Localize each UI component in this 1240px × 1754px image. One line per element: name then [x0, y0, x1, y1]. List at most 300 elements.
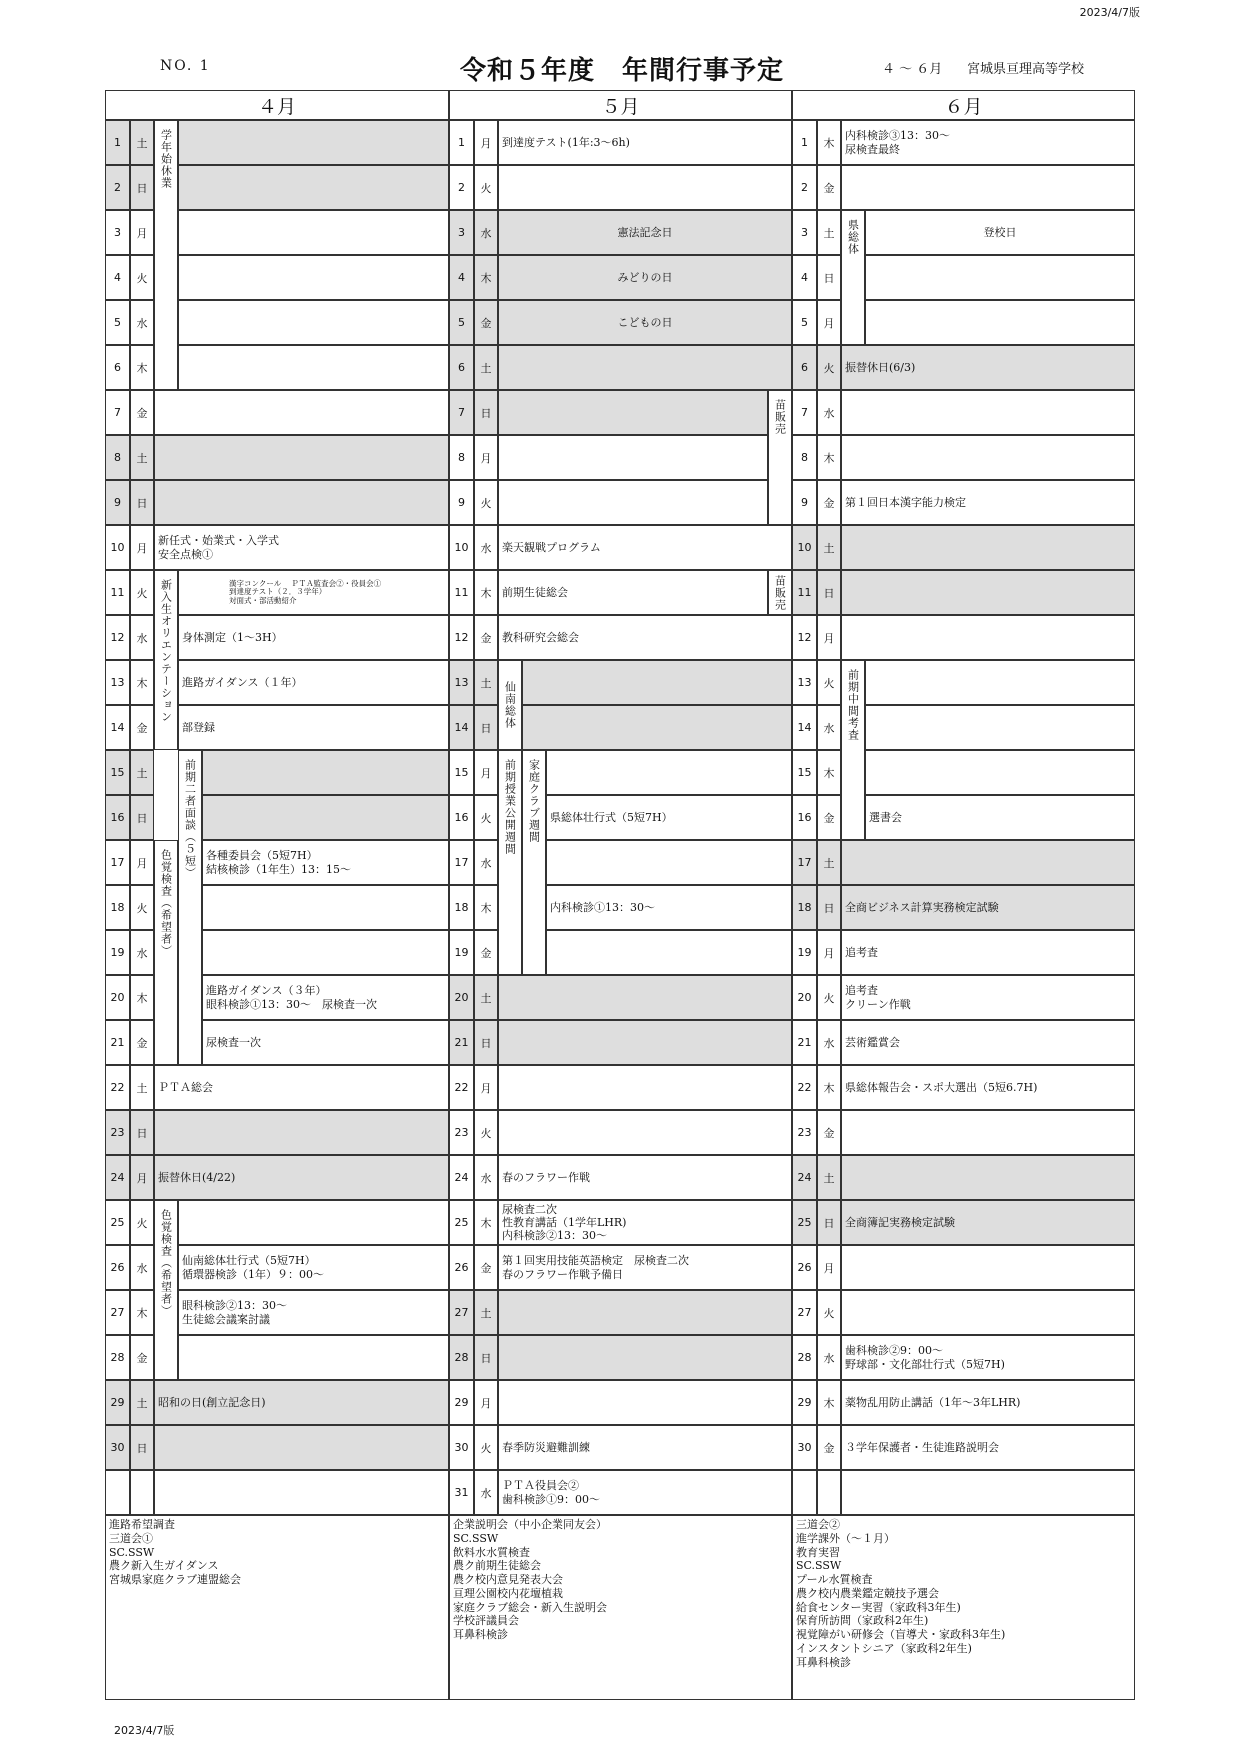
event-line: 春のフラワー作戦	[502, 1170, 590, 1184]
day-number	[105, 840, 130, 885]
event-cell	[841, 570, 1135, 615]
event-cell	[178, 660, 449, 705]
day-of-week	[474, 1470, 498, 1515]
day-number-text: 28	[797, 1351, 812, 1364]
event-cell	[841, 1290, 1135, 1335]
event-cell	[841, 1110, 1135, 1155]
day-number	[449, 1470, 474, 1515]
day-of-week	[130, 165, 154, 210]
day-of-week-text: 水	[136, 631, 148, 645]
day-of-week-text: 水	[136, 316, 148, 330]
day-of-week-text: 日	[136, 181, 148, 195]
event-cell	[865, 300, 1135, 345]
day-number-text: 3	[458, 226, 465, 239]
day-number-text: 2	[801, 181, 808, 194]
event-cell	[498, 1065, 792, 1110]
day-number-text: 11	[454, 586, 469, 599]
day-number-text: 7	[801, 406, 808, 419]
day-of-week-text: 月	[136, 541, 148, 555]
day-of-week	[474, 1380, 498, 1425]
day-of-week	[130, 1470, 154, 1515]
note-line: 宮城県家庭クラブ連盟総会	[109, 1573, 241, 1586]
day-of-week-text: 木	[480, 1216, 492, 1230]
event-cell	[498, 390, 768, 435]
day-number	[792, 120, 817, 165]
day-of-week-text: 金	[136, 721, 148, 735]
period-span	[498, 660, 522, 750]
event-cell	[498, 1200, 792, 1245]
event-line: 循環器検診（1年）９：00～	[182, 1267, 324, 1281]
day-of-week	[130, 300, 154, 345]
event-cell	[178, 255, 449, 300]
event-line: クリーン作戦	[845, 997, 911, 1011]
day-number-text: 14	[110, 721, 125, 734]
day-number-text: 24	[110, 1171, 125, 1184]
day-of-week-text: 水	[480, 1171, 492, 1185]
note-line: 耳鼻科検診	[796, 1655, 851, 1669]
day-of-week	[474, 1200, 498, 1245]
day-of-week	[130, 885, 154, 930]
month-notes	[792, 1515, 1135, 1700]
day-of-week	[817, 840, 841, 885]
event-line: 身体測定（1～3H）	[182, 630, 283, 644]
day-number	[792, 300, 817, 345]
day-of-week	[474, 1065, 498, 1110]
day-of-week	[130, 1290, 154, 1335]
period-span-label: 前期中間考査	[846, 669, 860, 741]
note-line: SC.SSW	[109, 1545, 155, 1559]
month-notes	[105, 1515, 449, 1700]
event-cell	[546, 840, 792, 885]
day-number-text: 30	[454, 1441, 469, 1454]
day-number-text: 27	[110, 1306, 125, 1319]
day-number-text: 22	[110, 1081, 125, 1094]
event-cell	[178, 1335, 449, 1380]
day-of-week-text: 月	[823, 316, 835, 330]
day-number-text: 4	[114, 271, 121, 284]
event-line: 尿検査二次	[502, 1202, 557, 1216]
day-of-week	[817, 525, 841, 570]
event-line: 全商ビジネス計算実務検定試験	[845, 900, 999, 914]
day-of-week-text: 木	[823, 1396, 835, 1410]
day-number	[792, 435, 817, 480]
day-of-week-text: 火	[136, 586, 148, 600]
day-of-week-text: 水	[823, 1036, 835, 1050]
event-line: みどりの日	[617, 270, 673, 284]
day-number-text: 26	[454, 1261, 469, 1274]
event-line: 楽天観戦プログラム	[502, 540, 601, 554]
event-cell	[498, 120, 792, 165]
day-of-week	[474, 120, 498, 165]
day-number	[792, 840, 817, 885]
day-number-text: 16	[797, 811, 812, 824]
day-of-week-text: 日	[136, 811, 148, 825]
event-line: 歯科検診②9：00～	[845, 1344, 943, 1358]
note-line: 企業説明会（中小企業同友会）	[453, 1518, 607, 1531]
day-of-week	[817, 345, 841, 390]
month-range: ４ ～ ６月	[882, 62, 943, 77]
day-number	[449, 1245, 474, 1290]
day-of-week	[474, 390, 498, 435]
period-span	[178, 750, 202, 1065]
event-line: 県総体報告会・スポ大選出（5短6.7H)	[845, 1080, 1038, 1094]
day-number	[105, 885, 130, 930]
day-of-week-text: 木	[136, 991, 148, 1005]
day-of-week	[130, 1335, 154, 1380]
day-of-week-text: 月	[480, 136, 492, 150]
event-line: 登校日	[983, 225, 1017, 239]
period-span	[841, 210, 865, 345]
note-line: プール水質検査	[796, 1573, 873, 1586]
period-span-label: 前期二者面談（５短）	[183, 759, 197, 879]
day-number-text: 27	[797, 1306, 812, 1319]
day-number	[105, 1155, 130, 1200]
day-number	[792, 570, 817, 615]
day-of-week	[474, 165, 498, 210]
version-label-top: 2023/4/7版	[1079, 6, 1140, 19]
day-of-week-text: 木	[823, 766, 835, 780]
day-number	[105, 1470, 130, 1515]
day-number	[449, 570, 474, 615]
event-cell	[154, 1065, 449, 1110]
event-cell	[498, 975, 792, 1020]
day-number	[792, 705, 817, 750]
day-of-week-text: 水	[480, 856, 492, 870]
event-line: 昭和の日(創立記念日)	[158, 1395, 266, 1409]
day-of-week-text: 水	[823, 721, 835, 735]
event-cell	[498, 1245, 792, 1290]
note-line: 家庭クラブ総会・新入生説明会	[453, 1600, 607, 1614]
day-number	[449, 1155, 474, 1200]
event-cell	[841, 120, 1135, 165]
day-number-text: 1	[458, 136, 465, 149]
day-of-week-text: 日	[480, 406, 492, 420]
event-cell	[498, 525, 792, 570]
event-cell	[178, 1200, 449, 1245]
day-number-text: 20	[110, 991, 125, 1004]
day-number-text: 18	[797, 901, 812, 914]
note-line: 三道会②	[796, 1518, 840, 1531]
day-number	[105, 1200, 130, 1245]
day-of-week-text: 水	[136, 1261, 148, 1275]
event-cell	[865, 255, 1135, 300]
day-number	[449, 615, 474, 660]
event-line: 第１回日本漢字能力検定	[845, 495, 966, 509]
event-cell	[498, 615, 792, 660]
day-number	[792, 1380, 817, 1425]
day-number-text: 22	[454, 1081, 469, 1094]
event-line: 尿検査一次	[206, 1035, 261, 1049]
school-name: 宮城県亘理高等学校	[967, 62, 1085, 77]
day-number-text: 8	[114, 451, 121, 464]
event-cell	[154, 1155, 449, 1200]
day-number	[105, 120, 130, 165]
day-number	[105, 525, 130, 570]
day-number	[792, 345, 817, 390]
day-number	[449, 1200, 474, 1245]
day-of-week	[130, 975, 154, 1020]
event-line: 追考査	[845, 945, 878, 959]
event-line: 各種委員会（5短7H）	[206, 849, 318, 863]
day-number	[105, 930, 130, 975]
day-of-week	[130, 1200, 154, 1245]
period-span	[768, 390, 792, 525]
month-header	[105, 90, 449, 120]
day-number-text: 19	[454, 946, 469, 959]
event-line: 内科検診③13：30～	[845, 129, 950, 143]
period-span	[522, 750, 546, 975]
day-number-text: 4	[458, 271, 465, 284]
event-line: 芸術鑑賞会	[845, 1035, 900, 1049]
day-of-week	[474, 660, 498, 705]
event-line: 性教育講話（1学年LHR)	[502, 1215, 627, 1229]
day-of-week-text: 火	[823, 1306, 835, 1320]
day-of-week	[130, 1020, 154, 1065]
event-cell	[154, 480, 449, 525]
note-line: 耳鼻科検診	[453, 1628, 508, 1641]
day-number-text: 6	[114, 361, 121, 374]
day-number-text: 12	[454, 631, 469, 644]
event-cell	[202, 750, 449, 795]
event-line: 薬物乱用防止講話（1年～3年LHR)	[845, 1395, 1021, 1409]
day-number-text: 1	[801, 136, 808, 149]
day-of-week-text: 火	[823, 991, 835, 1005]
note-line: 視覚障がい研修会（盲導犬・家政科3年生)	[796, 1628, 1006, 1641]
day-of-week	[130, 840, 154, 885]
day-of-week-text: 水	[136, 946, 148, 960]
event-line: 追考査	[845, 984, 878, 998]
note-line: 農ク新入生ガイダンス	[109, 1559, 219, 1573]
event-line: 歯科検診①9：00～	[502, 1492, 600, 1506]
day-of-week	[817, 1380, 841, 1425]
event-cell	[841, 1155, 1135, 1200]
day-of-week-text: 月	[823, 946, 835, 960]
event-line: 進路ガイダンス（３年）	[206, 984, 327, 998]
event-line: 眼科検診①13：30～ 尿検査一次	[206, 997, 377, 1011]
day-number-text: 15	[110, 766, 125, 779]
day-of-week	[130, 1155, 154, 1200]
day-of-week	[817, 930, 841, 975]
day-of-week	[130, 1380, 154, 1425]
day-of-week	[130, 480, 154, 525]
event-cell	[841, 615, 1135, 660]
event-cell	[841, 1020, 1135, 1065]
day-number	[449, 435, 474, 480]
day-number-text: 8	[458, 451, 465, 464]
event-cell	[178, 1290, 449, 1335]
event-cell	[498, 570, 768, 615]
day-number-text: 22	[797, 1081, 812, 1094]
day-of-week-text: 木	[823, 1081, 835, 1095]
day-number	[105, 1245, 130, 1290]
event-cell	[498, 1290, 792, 1335]
day-of-week-text: 土	[480, 676, 492, 690]
event-cell	[178, 210, 449, 255]
note-line: 進路希望調査	[109, 1518, 175, 1531]
day-of-week	[817, 1245, 841, 1290]
note-line: 農ク校内意見発表大会	[453, 1573, 563, 1586]
day-number	[449, 1335, 474, 1380]
day-of-week-text: 金	[480, 946, 492, 960]
event-cell	[154, 1380, 449, 1425]
day-of-week	[817, 120, 841, 165]
day-number-text: 5	[458, 316, 465, 329]
day-number	[792, 885, 817, 930]
note-line: 進学課外（～１月）	[796, 1531, 895, 1545]
day-of-week	[474, 210, 498, 255]
day-of-week-text: 月	[480, 766, 492, 780]
day-of-week-text: 土	[480, 1306, 492, 1320]
day-of-week-text: 土	[823, 1171, 835, 1185]
day-of-week-text: 火	[136, 901, 148, 915]
day-of-week-text: 日	[823, 586, 835, 600]
day-of-week-text: 月	[480, 451, 492, 465]
day-number-text: 11	[797, 586, 812, 599]
event-cell	[865, 660, 1135, 705]
event-cell	[178, 165, 449, 210]
period-span	[768, 570, 792, 615]
event-line: 教科研究会総会	[502, 630, 579, 644]
day-of-week-text: 日	[823, 271, 835, 285]
day-number-text: 23	[797, 1126, 812, 1139]
event-cell	[178, 1245, 449, 1290]
event-line: 進路ガイダンス（１年）	[182, 675, 303, 689]
day-of-week-text: 火	[480, 1126, 492, 1140]
day-number-text: 16	[454, 811, 469, 824]
event-line: 安全点検①	[158, 547, 213, 561]
day-of-week	[130, 660, 154, 705]
day-number-text: 29	[797, 1396, 812, 1409]
event-cell	[546, 885, 792, 930]
day-of-week-text: 日	[480, 721, 492, 735]
day-number-text: 10	[110, 541, 125, 554]
day-of-week	[474, 345, 498, 390]
day-number	[449, 1425, 474, 1470]
day-of-week	[817, 705, 841, 750]
day-number-text: 30	[797, 1441, 812, 1454]
event-cell	[841, 1335, 1135, 1380]
event-line: 春季防災避難訓練	[502, 1440, 590, 1454]
day-of-week	[474, 1110, 498, 1155]
period-span-label: 県総体	[846, 219, 860, 255]
event-cell	[865, 210, 1135, 255]
period-span	[841, 660, 865, 840]
note-line: 教育実習	[796, 1545, 840, 1559]
day-of-week	[474, 1290, 498, 1335]
event-cell	[202, 1020, 449, 1065]
day-of-week-text: 土	[823, 226, 835, 240]
day-number	[792, 390, 817, 435]
day-number-text: 7	[458, 406, 465, 419]
day-number	[792, 975, 817, 1020]
period-span-label: 苗販売	[773, 574, 787, 611]
day-number	[792, 1200, 817, 1245]
day-of-week	[817, 1470, 841, 1515]
day-number-text: 3	[114, 226, 121, 239]
event-cell	[178, 345, 449, 390]
day-of-week-text: 火	[480, 496, 492, 510]
day-of-week	[474, 750, 498, 795]
day-number	[105, 165, 130, 210]
day-number-text: 21	[110, 1036, 125, 1049]
day-of-week-text: 月	[136, 1171, 148, 1185]
day-number	[449, 390, 474, 435]
day-of-week-text: 月	[480, 1396, 492, 1410]
day-number	[792, 615, 817, 660]
day-of-week	[130, 390, 154, 435]
day-of-week	[474, 300, 498, 345]
day-of-week	[817, 255, 841, 300]
day-number-text: 18	[454, 901, 469, 914]
day-number	[449, 750, 474, 795]
day-number	[792, 660, 817, 705]
day-of-week-text: 土	[136, 1081, 148, 1095]
event-line: ＰＴＡ総会	[158, 1080, 213, 1094]
day-of-week	[817, 1290, 841, 1335]
day-of-week-text: 月	[136, 856, 148, 870]
event-cell	[841, 165, 1135, 210]
day-of-week-text: 水	[480, 541, 492, 555]
event-line: 到達度テスト（２．３学年）	[229, 587, 327, 597]
event-cell	[841, 1470, 1135, 1515]
day-of-week	[817, 1110, 841, 1155]
event-line: ３学年保護者・生徒進路説明会	[845, 1440, 999, 1454]
month-name: ６月	[944, 95, 983, 118]
day-of-week-text: 金	[480, 631, 492, 645]
day-of-week-text: 月	[480, 1081, 492, 1095]
day-of-week	[474, 525, 498, 570]
day-of-week	[817, 390, 841, 435]
day-number-text: 23	[110, 1126, 125, 1139]
day-of-week	[474, 255, 498, 300]
event-cell	[154, 525, 449, 570]
day-number-text: 26	[110, 1261, 125, 1274]
day-of-week-text: 金	[823, 811, 835, 825]
day-of-week-text: 月	[823, 1261, 835, 1275]
note-line: 保育所訪問（家政科2年生)	[796, 1614, 929, 1628]
event-line: 憲法記念日	[617, 225, 673, 239]
day-number-text: 25	[454, 1216, 469, 1229]
day-of-week-text: 日	[823, 1216, 835, 1230]
day-number-text: 15	[454, 766, 469, 779]
day-number	[105, 795, 130, 840]
period-span	[498, 750, 522, 975]
day-of-week	[817, 570, 841, 615]
day-of-week	[130, 1425, 154, 1470]
day-of-week-text: 土	[480, 361, 492, 375]
event-cell	[841, 435, 1135, 480]
note-line: 農ク校内農業鑑定競技予選会	[796, 1586, 939, 1600]
day-number	[105, 750, 130, 795]
day-number	[105, 1110, 130, 1155]
day-number	[449, 300, 474, 345]
event-line: 内科検診②13：30～	[502, 1229, 607, 1243]
day-number	[792, 255, 817, 300]
day-number-text: 8	[801, 451, 808, 464]
event-cell	[498, 1470, 792, 1515]
day-number-text: 4	[801, 271, 808, 284]
day-number-text: 17	[454, 856, 469, 869]
day-of-week	[817, 300, 841, 345]
day-of-week-text: 日	[480, 1351, 492, 1365]
event-cell	[841, 390, 1135, 435]
day-of-week-text: 土	[136, 766, 148, 780]
event-line: 新任式・始業式・入学式	[158, 534, 279, 548]
month-name: ４月	[257, 95, 296, 118]
day-number	[449, 705, 474, 750]
event-line: 部登録	[182, 720, 215, 734]
event-cell	[841, 930, 1135, 975]
